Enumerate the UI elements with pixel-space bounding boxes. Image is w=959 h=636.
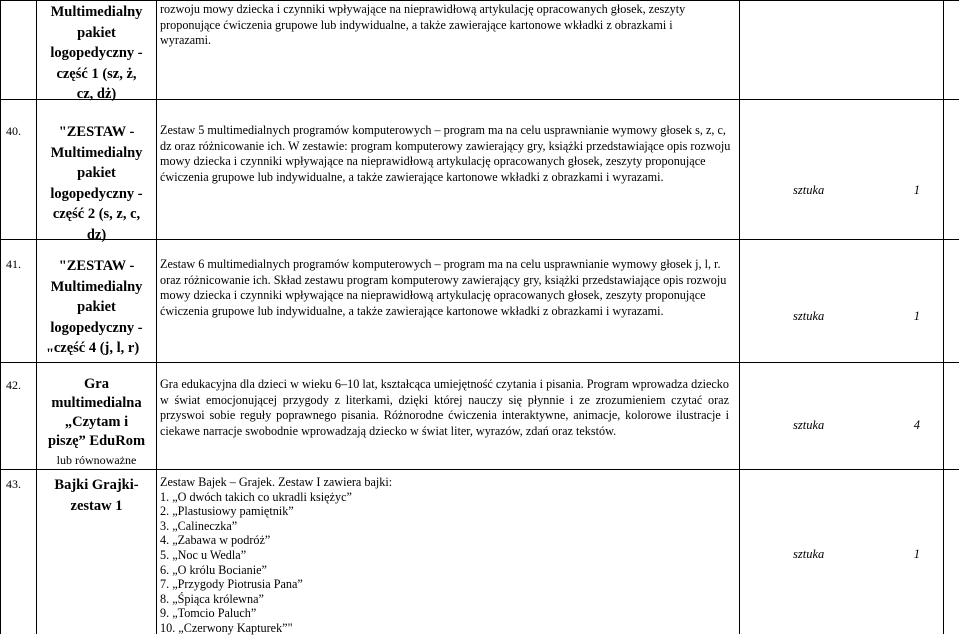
item-number: 40. bbox=[6, 124, 21, 138]
quantity-value: 4 bbox=[913, 418, 920, 432]
item-number: 43. bbox=[6, 477, 21, 491]
name-line: dz) bbox=[86, 226, 107, 243]
list-item: 5. „Noc u Wedla” bbox=[160, 547, 247, 562]
name-line: "ZESTAW - bbox=[58, 258, 135, 274]
item-number: 41. bbox=[6, 257, 21, 271]
name-line: piszę” EduRom bbox=[47, 433, 146, 449]
item-description bbox=[160, 475, 700, 636]
name-line: logopedyczny - bbox=[50, 319, 143, 336]
unit-label: sztuka bbox=[793, 183, 825, 197]
name-line: zestaw 1 bbox=[70, 497, 123, 514]
name-closing-quote: " bbox=[45, 346, 55, 362]
name-line: Multimedialny bbox=[50, 4, 143, 20]
unit-label: sztuka bbox=[793, 309, 825, 323]
name-line: logopedyczny - bbox=[50, 185, 143, 202]
unit-label: sztuka bbox=[793, 547, 825, 561]
item-description: Zestaw 6 multimedialnych programów komputerowych – program ma na celu usprawnianie wymowy głosek j, l, r. oraz różnicowanie ich. Skład zestawu program komputerowy zawierający gry, książki przedstawiające opis rozwoju mowy dziecka i czynniki wpływające na nieprawidłową artykulację opracowanych głosek, zeszyty proponujące ćwiczenia grupowe lub indywidualne, a także zawierające kartonowe wkładki z obrazkami i wyrazami. bbox=[160, 257, 727, 318]
list-item: 2. „Plastusiowy pamiętnik” bbox=[160, 504, 294, 519]
name-line: część 1 (sz, ż, bbox=[56, 65, 137, 82]
item-name bbox=[37, 475, 156, 516]
name-line: pakiet bbox=[77, 299, 116, 315]
name-line: Bajki Grajki- bbox=[54, 477, 139, 493]
item-number: 42. bbox=[6, 378, 21, 392]
name-line: „Czytam i bbox=[64, 414, 129, 430]
item-description: rozwoju mowy dziecka i czynniki wpływające na nieprawidłową artykulację opracowanych głosek, zeszyty proponujące ćwiczenia grupowe lub indywidualne, a także zawierające kartonowe wkładki z obrazkami i wyrazami. bbox=[160, 2, 686, 47]
item-description: Zestaw 5 multimedialnych programów komputerowych – program ma na celu usprawnianie wymowy głosek s, z, c, dz oraz różnicowanie ich. W zestawie: program komputerowy zawierający gry, książki przedstawiające opis rozwoju mowy dziecka i czynniki wpływające na nieprawidłową artykulację opracowanych głosek, zeszyty proponujące ćwiczenia grupowe lub indywidualne, a także zawierające kartonowe wkładki z obrazkami i wyrazami. bbox=[160, 123, 731, 184]
quantity-value: 1 bbox=[913, 547, 920, 561]
name-line: logopedyczny - bbox=[50, 45, 143, 61]
quantity-value: 1 bbox=[913, 183, 920, 197]
list-item: 3. „Calineczka” bbox=[160, 518, 238, 533]
item-name bbox=[37, 375, 156, 470]
list-item: 7. „Przygody Piotrusia Pana” bbox=[160, 577, 303, 592]
list-item: 1. „O dwóch takich co ukradli księżyc” bbox=[160, 489, 352, 504]
unit-label: sztuka bbox=[793, 418, 825, 432]
quantity-value: 1 bbox=[913, 309, 920, 323]
name-line: multimedialna bbox=[51, 395, 142, 411]
list-item: 4. „Zabawa w podróż” bbox=[160, 533, 271, 548]
item-name bbox=[37, 122, 156, 245]
name-suffix: lub równoważne bbox=[56, 453, 137, 467]
name-line: Gra bbox=[84, 376, 109, 392]
item-name bbox=[37, 2, 156, 105]
name-line: pakiet bbox=[77, 165, 116, 181]
description-intro: Zestaw Bajek – Grajek. Zestaw I zawiera bajki: bbox=[160, 475, 393, 489]
list-item: 6. „O królu Bocianie” bbox=[160, 562, 267, 577]
name-line: część 2 (s, z, c, bbox=[52, 206, 141, 222]
name-line: Multimedialny bbox=[50, 278, 143, 295]
name-line: część 4 (j, l, r) bbox=[53, 340, 140, 356]
name-line: Multimedialny bbox=[50, 144, 143, 161]
list-item: 8. „Śpiąca królewna” bbox=[160, 591, 264, 606]
item-description: Gra edukacyjna dla dzieci w wieku 6–10 lat, kształcąca umiejętność czytania i pisania. Program wprowadza dziecko w świat emocjonującej przygody z literkami, dzięki której nauczy się płynnie i ze zrozumieniem czytać oraz przyswoi sobie reguły poprawnego pisania. Różnorodne ćwiczenia interaktywne, animacje, kolorowe ilustracje i ciekawe narracje swobodnie wprowadzają dziecko w świat liter, wyrazów, zdań oraz tekstów. bbox=[160, 377, 729, 438]
name-line: cz, dż) bbox=[76, 86, 117, 102]
list-item: 9. „Tomcio Paluch” bbox=[160, 606, 257, 621]
name-line: pakiet bbox=[77, 24, 116, 41]
list-item: 10. „Czerwony Kapturek”" bbox=[160, 620, 293, 635]
name-line: "ZESTAW - bbox=[58, 124, 135, 140]
